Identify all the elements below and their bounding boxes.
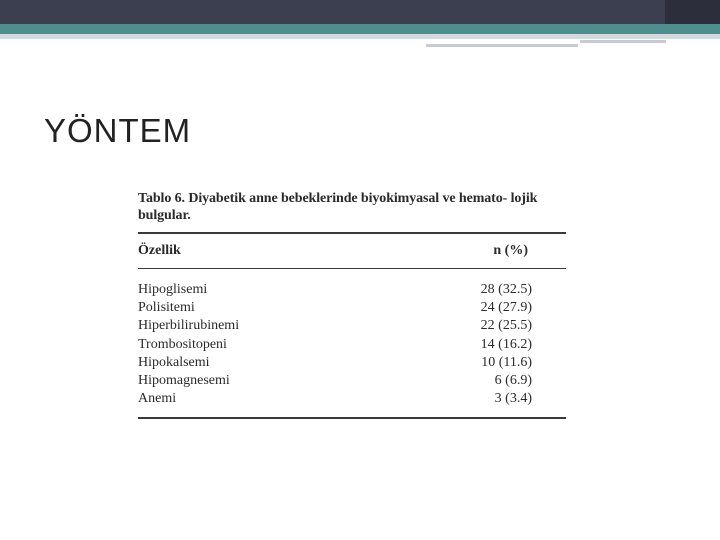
header-count: n (%)	[493, 243, 528, 258]
table-row	[138, 354, 566, 372]
header-feature: Özellik	[138, 243, 181, 258]
row-value: 10 (11.6)	[481, 354, 532, 370]
row-name: Hipoglisemi	[138, 282, 208, 297]
row-value: 6 (6.9)	[494, 373, 532, 389]
header-accent-line	[426, 44, 578, 47]
row-value: 14 (16.2)	[480, 336, 532, 352]
header-shadow-band	[0, 34, 720, 39]
header-bar	[0, 0, 720, 24]
table-row	[138, 281, 566, 299]
row-value: 22 (25.5)	[480, 318, 532, 334]
table-body	[138, 269, 566, 417]
table-image	[138, 190, 566, 419]
table-row	[138, 336, 566, 354]
table-row	[138, 372, 566, 390]
slide-title: YÖNTEM	[44, 112, 192, 149]
row-name: Hipomagnesemi	[138, 373, 230, 389]
header-accent-line	[580, 40, 666, 43]
table-header-row	[138, 234, 566, 268]
row-name: Hipokalsemi	[138, 354, 210, 370]
header-accent-band	[0, 24, 720, 34]
table-bottom-rule	[138, 417, 566, 419]
row-name: Trombositopeni	[138, 336, 227, 352]
row-name: Anemi	[138, 391, 177, 407]
table-row	[138, 390, 566, 408]
table-caption: Tablo 6. Diyabetik anne bebeklerinde biyokimyasal ve hemato- lojik bulgular.	[138, 191, 538, 223]
header-corner-block	[665, 0, 720, 24]
row-value: 24 (27.9)	[480, 300, 532, 316]
table-row	[138, 299, 566, 317]
row-name: Polisitemi	[138, 300, 195, 316]
table-row	[138, 317, 566, 335]
row-value: 28 (32.5)	[480, 282, 532, 297]
row-value: 3 (3.4)	[494, 391, 532, 407]
row-name: Hiperbilirubinemi	[138, 318, 240, 334]
